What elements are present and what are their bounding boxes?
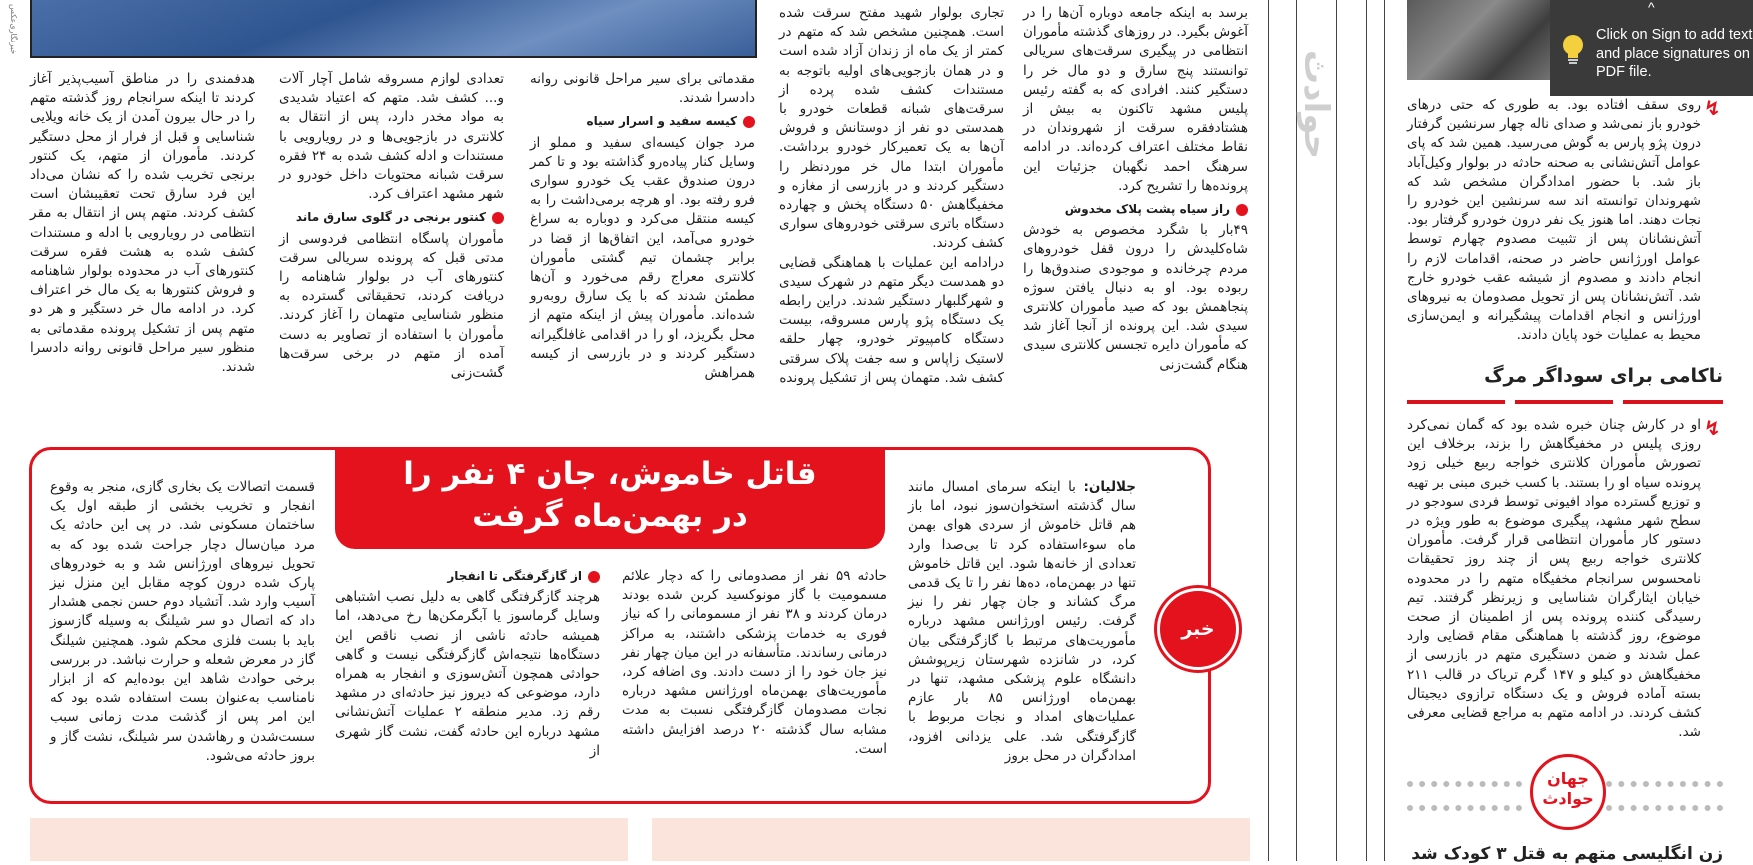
- headline-line2: در بهمن‌ماه گرفت: [472, 498, 748, 534]
- column-rule: [1336, 0, 1337, 861]
- stamp-line1: جهان: [1547, 769, 1589, 788]
- column-rule: [1384, 0, 1385, 861]
- lightbulb-icon: [1562, 34, 1584, 66]
- sign-tooltip: [1550, 0, 1753, 96]
- lead-label: جلالیان:: [1083, 479, 1136, 495]
- subheading: از گازگرفتگی تا انفجار: [335, 567, 600, 586]
- article-text: هدفمندی را در مناطق آسیب‌پذیر آغاز کردند تا اینکه سرانجام روز گذشته متهم را در حال بیرون آمدن از یک خانه ویلایی شناسایی و قبل از فرار از محل دستگیر کردند. مأموران از متهم، یک کنتور برنجی تخریب شده را که نشان می‌داد این فرد سارق تحت تعقیبشان است کشف کردند. متهم پس از انتقال به مقر انتظامی در رویارویی با ادله و مستندات کشف شده به هشت فقره سرقت کنتورهای آب در محدوده بولوار شاهنامه و فروش کنتورها به یک مال خر اعتراف کرد. در ادامه مال خر دستگیر و هر دو متهم پس از تشکیل پرونده مقدماتی به منظور سیر مراحل قانونی روانه دادسرا شدند.: [30, 71, 255, 376]
- collapse-chevron-icon[interactable]: ^: [1648, 0, 1655, 15]
- red-divider: [1515, 400, 1613, 404]
- article-text: تعدادی لوازم مسروقه شامل آچار آلات و... کشف شد. متهم که اعتیاد شدیدی به مواد مخدر دارد، پس از انتقال به کلانتری در بازجویی‌ها و در رویارویی با مستندات و ادله کشف شده به ۲۴ فقره سرقت شبانه محتویات داخل خودرو در شهر مشهد اعتراف کرد.: [279, 71, 504, 203]
- top-article-col5: [30, 70, 255, 424]
- subheading: راز سیاه پشت پلاک مخدوش: [1023, 200, 1248, 219]
- box-col4: [50, 478, 315, 788]
- article-text: روی سقف افتاده بود. به طوری که حتی درهای خودرو باز نمی‌شد و صدای ناله چهار سرنشین گرفتار درون پژو پارس به گوش می‌رسید. همین شد که پای عوامل آتش‌نشانی به صحنه حادثه در بولوار وکیل‌آباد باز شد. با حضور امدادگران مشخص شد که شهروندان توانسته اند سه سرنشین این خودرو را نجات دهند. اما هنوز یک نفر درون خودرو گرفتار بود. آتش‌نشانان پس از تثبیت مصدوم چهارم توسط عوامل اورژانس حاضر در صحنه، اقدامات لازم را انجام دادند و مصدوم از شیشه عقب خودرو خارج شد. آتش‌نشانان پس از تحویل مصدومان به نیروهای اورژانس و انجام اقدامات پیشگیرانه و ایمن‌سازی محیط به عملیات خود پایان دادند.: [1407, 97, 1701, 344]
- article-text: حادثه ۵۹ نفر از مصدومانی را که دچار علائم مسمومیت با گاز مونوکسید کربن شده بودند درمان کردند و ۳۸ نفر از مسمومانی را که نیاز فوری به خدمات پزشکی داشتند، به مراکز درمانی رساندند. متأسفانه در این میان چهار نفر نیز جان خود را از دست دادند. وی اضافه کرد، مأموریت‌های بهمن‌ماه اورژانس مشهد درباره نجات مصدومان گازگرفتگی نسبت به مدت مشابه سال گذشته ۲۰ درصد افزایش داشته است.: [622, 568, 887, 757]
- top-article-col1: [1023, 4, 1248, 424]
- bullet-dot-icon: [743, 116, 755, 128]
- news-photo: [30, 0, 757, 58]
- sidebar-story1: [1407, 96, 1723, 344]
- paperclip-icon: ↯: [1704, 416, 1721, 440]
- top-article-col2: [779, 4, 1004, 424]
- world-events-stamp: [1530, 754, 1606, 830]
- article-text: او در کارش چنان خبره شده بود که گمان نمی‌کرد روزی پلیس در مخفیگاهش را بزند، برخلاف این تصورش مأموران کلانتری خواجه ربیع خیلی زود پرونده سیاه او را بستند. با کسب خبری مبنی بر تهیه و توزیع گسترده مواد افیونی توسط فردی سودجو در سطح شهر مشهد، پیگیری موضوع به طور ویژه در دستور کار مأموران انتظامی قرار گرفت. مأموران کلانتری خواجه ربیع پس از چند روز تحقیقات نامحسوس سرانجام مخفیگاه متهم را در محدوده خیابان ایثارگران شناسایی و زیرنظر گرفتند. تیم رسیدگی کننده پرونده پس از اطمینان از صحت موضوع، روز گذشته با هماهنگی مقام قضایی وارد عمل شدند و ضمن دستگیری متهم در بازرسی از مخفیگاهش دو کیلو و ۱۴۷ گرم تریاک در قالب ۲۱۱ بسته آماده فروش و یک دستگاه ترازوی دیجیتال کشف کردند. در ادامه متهم به مراجع قضایی معرفی شد.: [1407, 417, 1701, 741]
- column-rule: [1366, 0, 1367, 861]
- stamp-label: خبر: [1181, 618, 1215, 640]
- bottom-teaser-left: [30, 818, 628, 861]
- column-rule: [1268, 0, 1269, 861]
- box-col3: [335, 567, 600, 787]
- article-text: تجاری بولوار شهید مفتح سرقت شده است. همچنین مشخص شد که متهم در کمتر از یک ماه از زندان آزاد شده است و در همان بازجویی‌های اولیه باتوجه به مستندات کشف شده پرده از سرقت‌های شبانه قطعات خودرو با همدستی دو نفر از دوستانش و فروش آن‌ها به یک تعمیرکار خودرو برداشت. مأموران ابتدا مال خر موردنظر را دستگیر کردند و در بازرسی از مغازه و مخفیگاهش ۵۰ دستگاه پخش و چهارده دستگاه باتری سرقتی خودروهای سواری کشف کردند.: [779, 5, 1004, 252]
- article-text: هرچند گازگرفتگی گاهی به دلیل نصب اشتباهی وسایل گرماسوز یا آبگرمکن‌ها رخ می‌دهد، اما همیشه حادثه ناشی از نصب ناقص این دستگاه‌ها نتیجه‌اش گازگرفتگی نیست و گاهی حوادثی همچون آتش‌سوزی و انفجار به همراه دارد، موضوعی که دیروز نیز حادثه‌ای در مشهد رقم زد. مدیر منطقه ۲ عملیات آتش‌نشانی مشهد درباره این حادثه گفت، نشت گاز شهری از: [335, 589, 600, 759]
- subheading: کیسه سفید و اسرار سیاه: [530, 112, 755, 131]
- box-col2: [622, 567, 887, 787]
- article-text: جلالیان: با اینکه سرمای امسال مانند سال گذشته استخوان‌سوز نبود، اما باز هم قاتل خاموش از سردی هوای بهمن ماه سوءاستفاده کرد تا بی‌صدا وارد تعدادی از خانه‌ها شود. این قاتل خاموش تنها در بهمن‌ماه، ده‌ها نفر را تا یک قدمی مرگ کشاند و جان چهار نفر را نیز گرفت. رئیس اورژانس مشهد درباره مأموریت‌های مرتبط با گازگرفتگی بیان کرد، در شانزده شهرستان زیرپوشش دانشگاه علوم پزشکی مشهد، تنها در بهمن‌ماه اورژانس ۸۵ بار عازم عملیات‌های امداد و نجات مربوط با گازگرفتگی شد. علی یزدانی افزود، امدادگران در محل بروز: [908, 479, 1136, 764]
- red-divider: [1623, 400, 1723, 404]
- top-article-col3: [530, 70, 755, 424]
- article-text: برسد به اینکه جامعه دوباره آن‌ها را در آغوش بگیرد. در روزهای گذشته مأموران انتظامی در پیگیری سرقت‌های سریالی توانستند پنج سارق و دو مال خر را دستگیر کنند. افرادی که به گفته رئیس پلیس مشهد تاکنون به بیش از هشتادفقره سرقت از شهروندان در نقاط مختلف اعتراف کرده‌اند. در ادامه سرهنگ احمد نگهبان جزئیات این پرونده‌ها را تشریح کرد.: [1023, 5, 1248, 194]
- article-text: ۴۹بار با شگرد مخصوص به خودش شاه‌کلید‌ش را درون قفل خودروهای مردم چرخانده و موجودی صندوق‌ها را ربوده بود. او به دنبال یافتن سوژه پنجاهمش بود که صید مأموران کلانتری سیدی شد. این پرونده از آنجا آغاز شد که مأموران دایره تجسس کلانتری سیدی هنگام گشت‌زنی: [1023, 222, 1248, 373]
- red-divider: [1407, 400, 1505, 404]
- stamp-line2: حوادث: [1542, 789, 1594, 808]
- subheading: کنتور برنجی در گلوی سارق ماند: [279, 208, 504, 227]
- paperclip-icon: ↯: [1704, 96, 1721, 120]
- tooltip-text: Click on Sign to add text and place signatures on PDF file.: [1596, 27, 1753, 80]
- headline-line1: قاتل خاموش، جان ۴ نفر را: [403, 456, 817, 492]
- bullet-dot-icon: [492, 212, 504, 224]
- bullet-dot-icon: [588, 571, 600, 583]
- article-text: مقدماتی برای سیر مراحل قانونی روانه دادسرا شدند.: [530, 71, 755, 107]
- dotted-rule: [1407, 781, 1522, 811]
- top-article-col4: [279, 70, 504, 424]
- photo-credit: خبرنگاری‌عکس: [9, 4, 18, 55]
- section-masthead-vertical: حوادث: [1296, 50, 1336, 160]
- article-text: مأموران پاسگاه انتظامی فردوسی از مدتی قبل که پرونده سریالی سرقت کنتورهای آب در بولوار شاهنامه را دریافت کردند، تحقیقاتی گسترده به منظور شناسایی متهمان را آغاز کردند. مأموران با استفاده از تصاویر به دست آمده از متهم در برخی سرقت‌ها گشت‌زنی: [279, 230, 504, 382]
- sidebar-photo: [1407, 0, 1555, 80]
- sidebar-story2: [1407, 416, 1723, 741]
- dotted-rule: [1606, 781, 1723, 811]
- sidebar-bottom-title: زن انگلیسی متهم به قتل ۳ کودک شد: [1411, 844, 1723, 864]
- sidebar-story2-title: ناکامی برای سوداگر مرگ: [1484, 365, 1723, 387]
- bottom-teaser-right: [652, 818, 1250, 861]
- news-stamp: [1157, 588, 1239, 670]
- article-text: قسمت اتصالات یک بخاری گازی، منجر به وقوع انفجار و تخریب بخشی از طبقه اول یک ساختمان مسکونی شد. در پی این حادثه یک مرد میان‌سال دچار جراحت شده بود که به تحویل نیروهای اورژانس شد و به خودروهای پارک شده درون کوچه مقابل این منزل نیز آسیب وارد شد. آتشیاد دوم حسن نجمی هشدار داد که اتصال دو سر شیلنگ به وسیله گازسوز باید با بست فلزی محکم شود. همچنین شیلنگ گاز در معرض شعله و حرارت نباشد. در بررسی برخی حوادث شاهد این بوده‌ایم که از ابزار نامناسب به‌عنوان بست استفاده شده بود که این امر پس از گذشت مدت زمانی سبب سست‌شدن و رهاشدن سر شیلنگ، نشت گاز و بروز حادثه می‌شود.: [50, 479, 315, 764]
- article-text: مرد جوان کیسه‌ای سفید و مملو از وسایل کنار پیاده‌رو گذاشته بود و تا کمر درون صندوق عقب یک خودرو سواری فرو رفته بود. او هرچه برمی‌داشت را به کیسه منتقل می‌کرد و دوباره به سراغ خودرو می‌آمد، این اتفاق‌ها از قضا در برابر چشمان تیم گشتی مأموران کلانتری معراج رقم می‌خورد و آن‌ها مطمئن شدند که با یک سارق روبه‌رو شده‌اند. مأموران پیش از اینکه متهم از محل بگریزد، او را در اقدامی غافلگیرانه دستگیر کردند و در بازرسی از کیسه همراهش: [530, 134, 755, 382]
- bullet-dot-icon: [1236, 204, 1248, 216]
- box-col1: [908, 478, 1136, 788]
- box-headline: [335, 447, 885, 549]
- article-text: درادامه این عملیات با هماهنگی قضایی دو همدست دیگر متهم در شهرک سیدی و شهرگلبهار دستگیر شدند. دراین رابطه یک دستگاه پژو پارس مسروقه، بیست دستگاه کامپیوتر خودرو، چهار حلقه لاستیک زاپاس و سه جفت پلاک سرقتی کشف شد. متهمان پس از تشکیل پرونده: [779, 254, 1004, 386]
